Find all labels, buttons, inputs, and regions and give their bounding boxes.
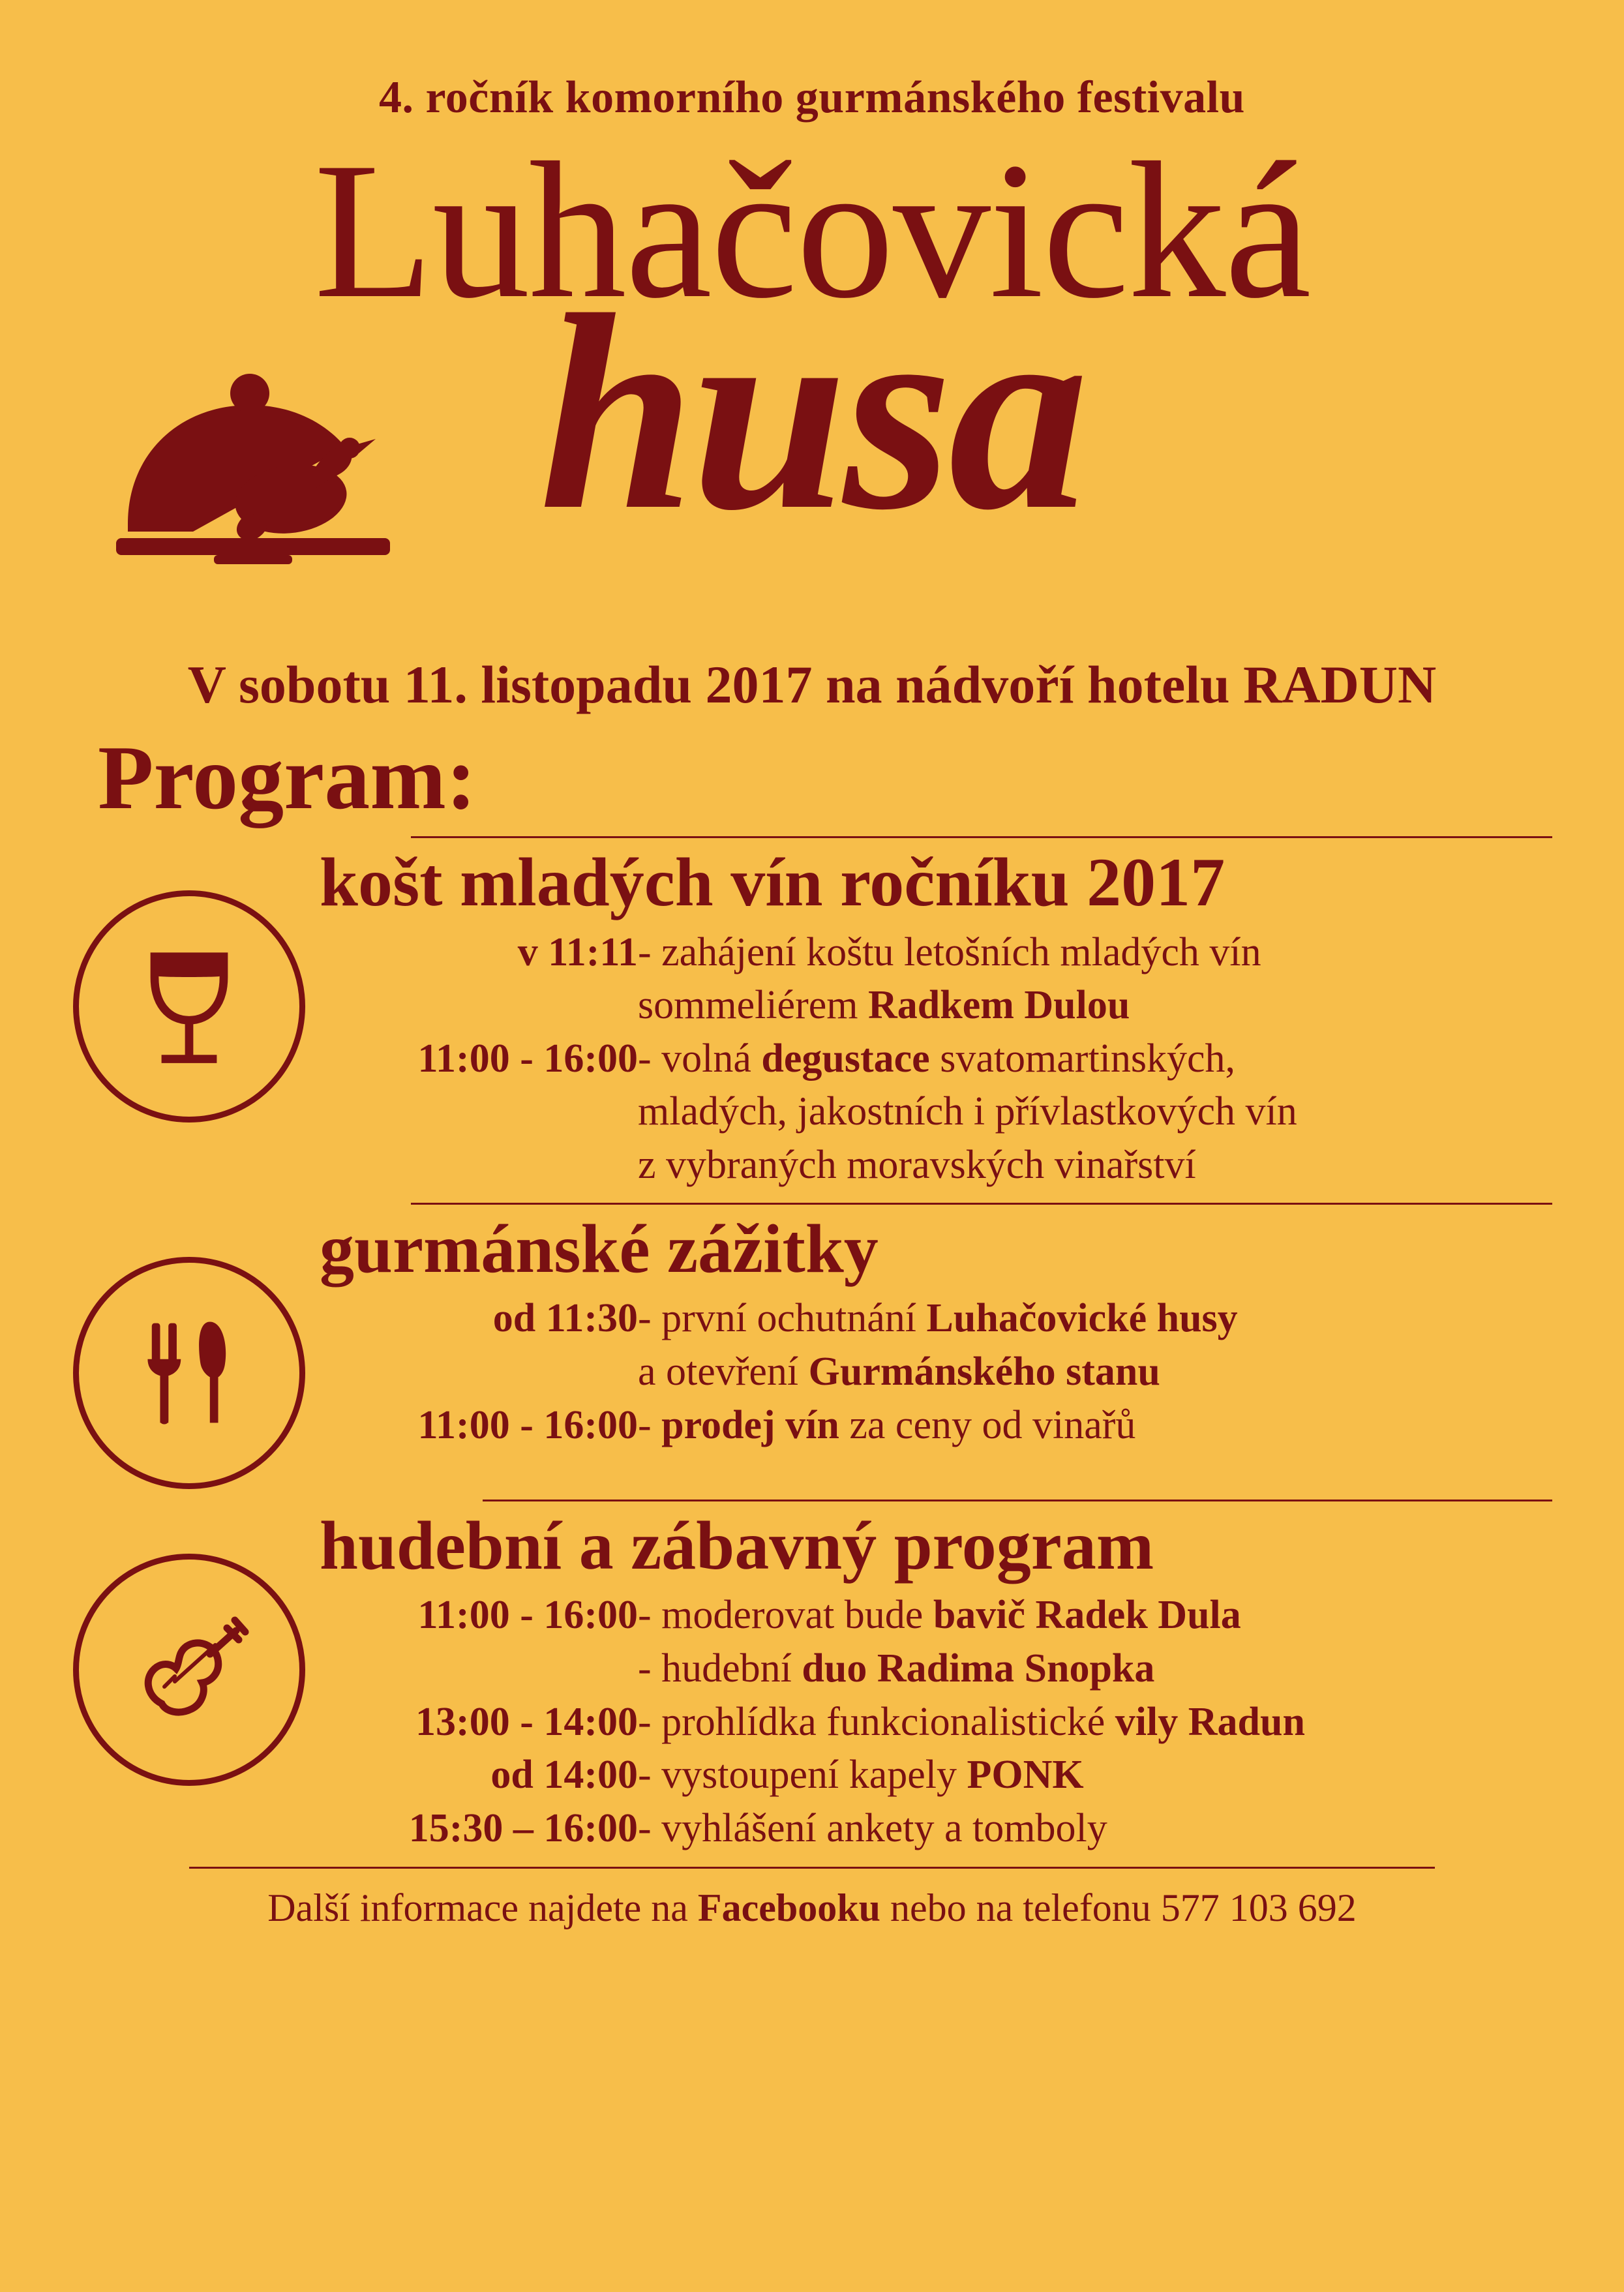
program-row xyxy=(331,1346,1564,1399)
poster-footer xyxy=(189,1867,1435,1931)
program-row xyxy=(331,1749,1564,1802)
row-desc xyxy=(638,1292,1564,1346)
row-time: 11:00 - 16:00 xyxy=(417,1036,638,1081)
row-desc xyxy=(638,1749,1564,1802)
program-row xyxy=(331,1085,1564,1139)
row-desc xyxy=(638,1802,1564,1856)
section-rows xyxy=(331,926,1564,1192)
row-desc xyxy=(638,1696,1564,1749)
row-time: 13:00 - 14:00 xyxy=(415,1699,638,1744)
row-time: v 11:11 xyxy=(517,929,638,974)
program-row xyxy=(331,1642,1564,1696)
program-section xyxy=(72,845,1552,1192)
row-desc-pre: sommeliérem xyxy=(638,983,868,1028)
row-desc-pre: - vyhlášení ankety a tomboly xyxy=(638,1805,1107,1850)
section-badge xyxy=(72,1508,307,1786)
fork-knife-icon xyxy=(73,1257,305,1489)
row-desc-pre: - první ochutnání xyxy=(638,1296,927,1341)
section-body xyxy=(307,1211,1552,1452)
wine-glass-icon xyxy=(73,890,305,1123)
row-desc-bold: Luhačovické husy xyxy=(926,1296,1238,1341)
program-row xyxy=(331,1139,1564,1192)
row-desc xyxy=(638,1399,1564,1453)
row-time xyxy=(331,1139,638,1192)
section-badge xyxy=(72,1211,307,1489)
row-desc-pre: - volná xyxy=(638,1036,762,1081)
program-row xyxy=(331,1292,1564,1346)
section-title: gurmánské zážitky xyxy=(320,1210,879,1287)
row-desc-bold: prodej vín xyxy=(661,1402,839,1447)
row-desc-pre: - moderovat bude xyxy=(638,1593,933,1638)
program-section xyxy=(72,1211,1552,1489)
row-desc xyxy=(638,1346,1564,1399)
row-desc-bold: vily Radun xyxy=(1115,1699,1305,1744)
row-desc-pre: z vybraných moravských vinařství xyxy=(638,1143,1196,1188)
row-desc-pre: - hudební xyxy=(638,1646,802,1691)
program-content xyxy=(72,836,1552,1931)
row-time: od 11:30 xyxy=(492,1296,638,1341)
row-desc-bold: Radkem Dulou xyxy=(867,983,1130,1028)
row-desc-bold: bavič Radek Dula xyxy=(933,1593,1241,1638)
row-desc-bold: degustace xyxy=(761,1036,930,1081)
row-desc xyxy=(638,1139,1564,1192)
row-desc-pre: - prohlídka funkcionalistické xyxy=(638,1699,1115,1744)
row-desc-bold: Gurmánského stanu xyxy=(808,1349,1160,1394)
program-row xyxy=(331,926,1564,980)
row-desc xyxy=(638,1642,1564,1696)
section-badge xyxy=(72,845,307,1123)
program-row xyxy=(331,1802,1564,1856)
row-time: 11:00 - 16:00 xyxy=(417,1593,638,1638)
row-time xyxy=(331,1346,638,1399)
poster-subtitle: V sobotu 11. listopadu 2017 na nádvoří hotelu RADUN xyxy=(187,655,1437,714)
footer-facebook[interactable]: Facebooku xyxy=(697,1886,880,1930)
row-desc xyxy=(638,979,1564,1033)
section-divider xyxy=(411,836,1552,838)
row-desc xyxy=(638,1589,1564,1642)
program-row xyxy=(331,979,1564,1033)
program-heading: Program: xyxy=(98,727,477,828)
row-desc-post: za ceny od vinařů xyxy=(839,1402,1136,1447)
row-time: 11:00 - 16:00 xyxy=(417,1402,638,1447)
row-time: 15:30 – 16:00 xyxy=(408,1805,638,1850)
row-desc-post: svatomartinských, xyxy=(929,1036,1236,1081)
row-desc-pre: - zahájení koštu letošních mladých vín xyxy=(638,929,1261,974)
program-row xyxy=(331,1399,1564,1453)
row-time xyxy=(331,979,638,1033)
row-desc xyxy=(638,1033,1564,1086)
row-desc xyxy=(638,926,1564,980)
section-title: košt mladých vín ročníku 2017 xyxy=(320,844,1226,920)
program-row xyxy=(331,1589,1564,1642)
section-title: hudební a zábavný program xyxy=(320,1507,1154,1584)
row-desc xyxy=(638,1085,1564,1139)
footer-after: nebo na telefonu 577 103 692 xyxy=(880,1886,1357,1930)
row-desc-bold: duo Radima Snopka xyxy=(802,1646,1155,1691)
row-desc-pre: a otevření xyxy=(638,1349,809,1394)
section-body xyxy=(307,845,1552,1192)
footer-before: Další informace najdete na xyxy=(267,1886,698,1930)
row-time: od 14:00 xyxy=(490,1753,638,1798)
row-time xyxy=(331,1642,638,1696)
section-rows xyxy=(331,1292,1564,1452)
poster-title-line2: husa xyxy=(539,258,1085,568)
row-time xyxy=(331,1085,638,1139)
section-divider xyxy=(483,1500,1552,1501)
section-body xyxy=(307,1508,1552,1856)
row-desc-bold: PONK xyxy=(967,1753,1084,1798)
poster-title-block xyxy=(0,122,1624,661)
program-row xyxy=(331,1696,1564,1749)
row-desc-pre: - vystoupení kapely xyxy=(638,1753,967,1798)
program-section xyxy=(72,1508,1552,1856)
row-desc-pre: mladých, jakostních i přívlastkových vín xyxy=(638,1089,1297,1134)
row-desc-pre: - xyxy=(638,1402,662,1447)
section-divider xyxy=(411,1203,1552,1205)
poster-kicker: 4. ročník komorního gurmánského festivalu xyxy=(379,72,1245,123)
violin-icon xyxy=(73,1554,305,1786)
poster-title-line1: Luhačovická xyxy=(314,122,1310,339)
program-row xyxy=(331,1033,1564,1086)
section-rows xyxy=(331,1589,1564,1855)
